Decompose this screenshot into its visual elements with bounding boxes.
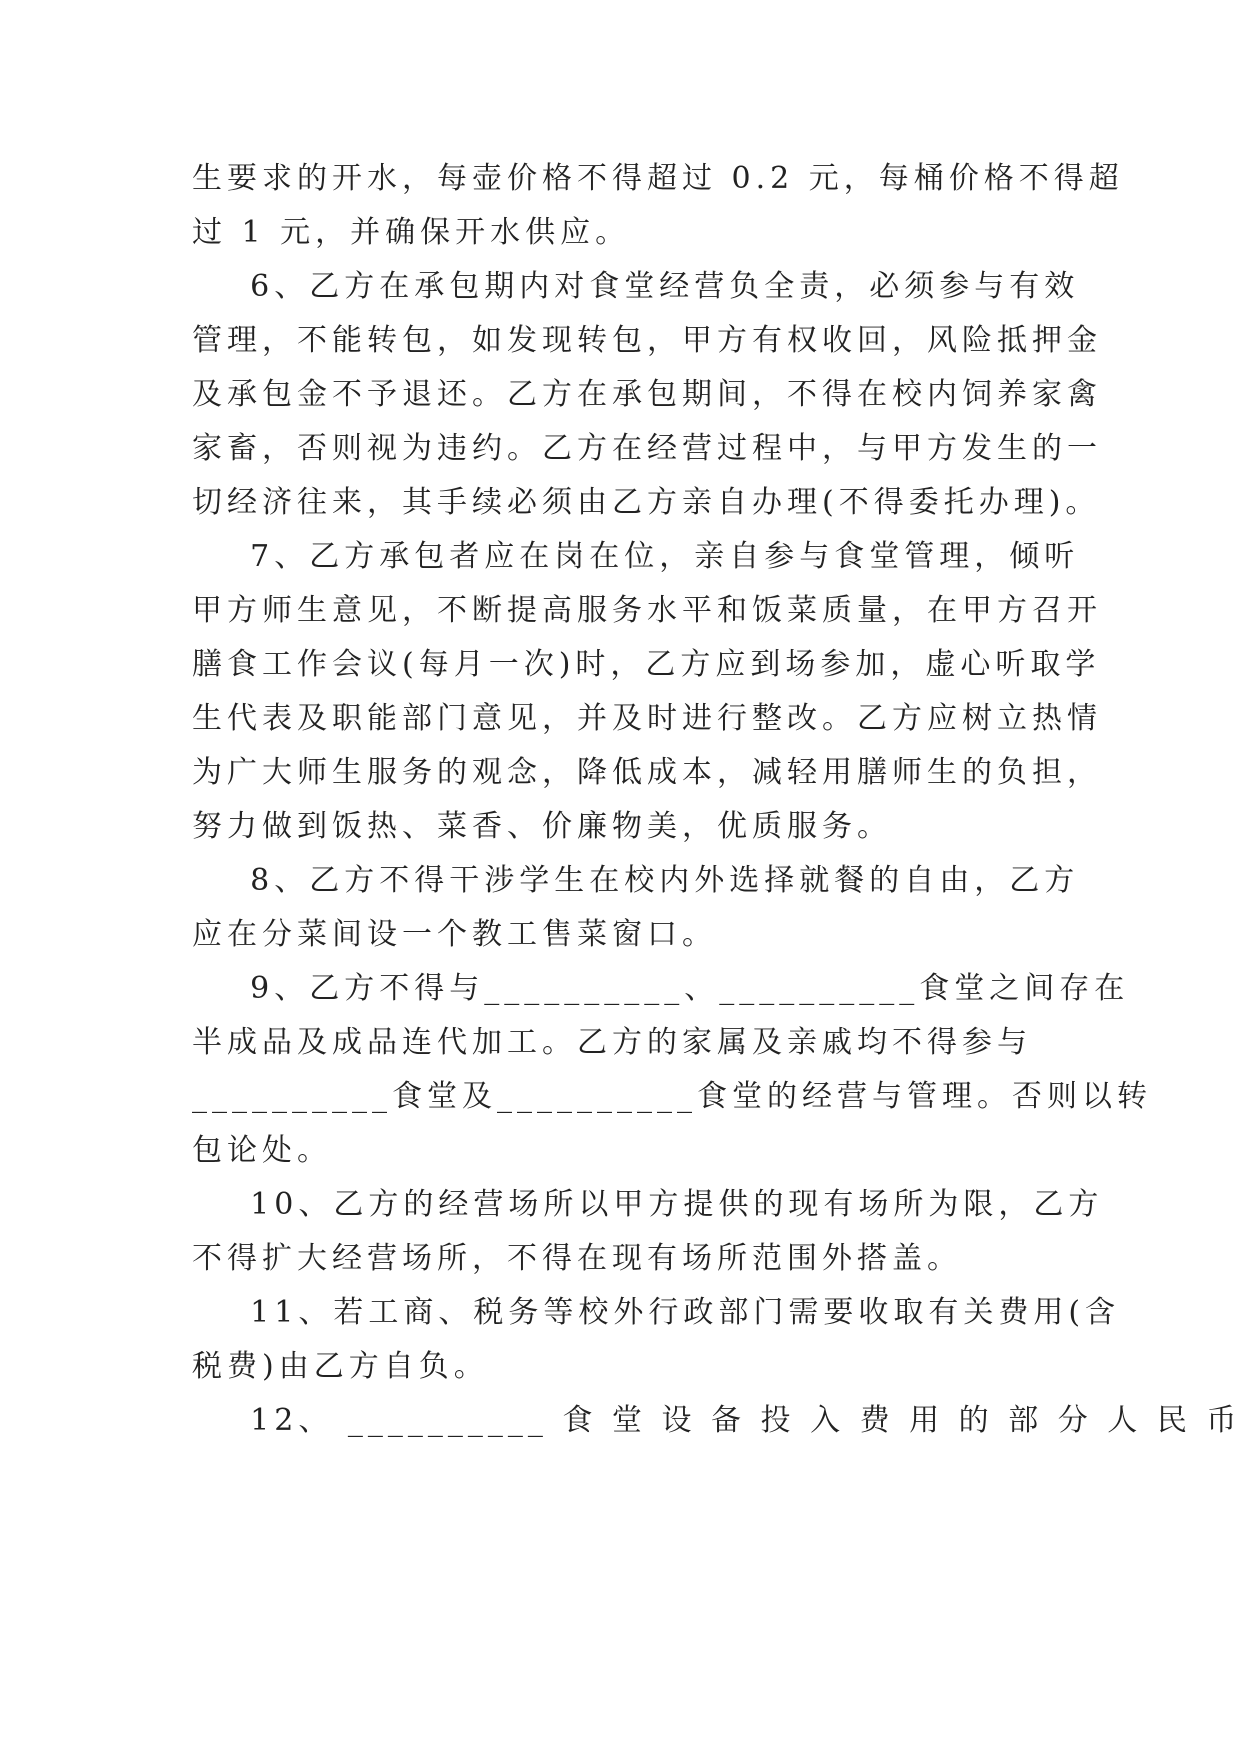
- text-line: 半成品及成品连代加工。乙方的家属及亲戚均不得参与: [192, 1025, 1032, 1060]
- text-line: 努力做到饭热、菜香、价廉物美，优质服务。: [192, 809, 892, 844]
- text-line: 9、乙方不得与__________、__________食堂之间存在: [192, 971, 1130, 1006]
- text-line: 6、乙方在承包期内对食堂经营负全责，必须参与有效: [192, 269, 1080, 304]
- text-line: __________食堂及__________食堂的经营与管理。否则以转: [192, 1079, 1152, 1114]
- text-line: 膳食工作会议(每月一次)时，乙方应到场参加，虚心听取学: [192, 647, 1101, 682]
- text-line: 应在分菜间设一个教工售菜窗口。: [192, 917, 717, 952]
- text-line: 不得扩大经营场所，不得在现有场所范围外搭盖。: [192, 1241, 962, 1276]
- text-line: 家畜，否则视为违约。乙方在经营过程中，与甲方发生的一: [192, 431, 1102, 466]
- text-line: 包论处。: [192, 1133, 332, 1168]
- text-line: 管理，不能转包，如发现转包，甲方有权收回，风险抵押金: [192, 323, 1102, 358]
- text-line: 切经济往来，其手续必须由乙方亲自办理(不得委托办理)。: [192, 485, 1101, 520]
- text-line: 甲方师生意见，不断提高服务水平和饭菜质量，在甲方召开: [192, 593, 1102, 628]
- text-line: 及承包金不予退还。乙方在承包期间，不得在校内饲养家禽: [192, 377, 1102, 412]
- text-line: 生要求的开水，每壶价格不得超过 0.2 元，每桶价格不得超: [192, 161, 1124, 196]
- text-line: 税费)由乙方自负。: [192, 1349, 489, 1384]
- text-line: 生代表及职能部门意见，并及时进行整改。乙方应树立热情: [192, 701, 1102, 736]
- text-line: 7、乙方承包者应在岗在位，亲自参与食堂管理，倾听: [192, 539, 1080, 574]
- text-line: 8、乙方不得干涉学生在校内外选择就餐的自由，乙方: [192, 863, 1080, 898]
- text-line: 为广大师生服务的观念，降低成本，减轻用膳师生的负担，: [192, 755, 1102, 790]
- text-line: 10、乙方的经营场所以甲方提供的现有场所为限，乙方: [192, 1187, 1104, 1222]
- text-line: 12、 __________ 食 堂 设 备 投 入 费 用 的 部 分 人 民 币: [192, 1403, 1241, 1438]
- text-line: 11、若工商、税务等校外行政部门需要收取有关费用(含: [192, 1295, 1121, 1330]
- text-line: 过 1 元，并确保开水供应。: [192, 215, 631, 250]
